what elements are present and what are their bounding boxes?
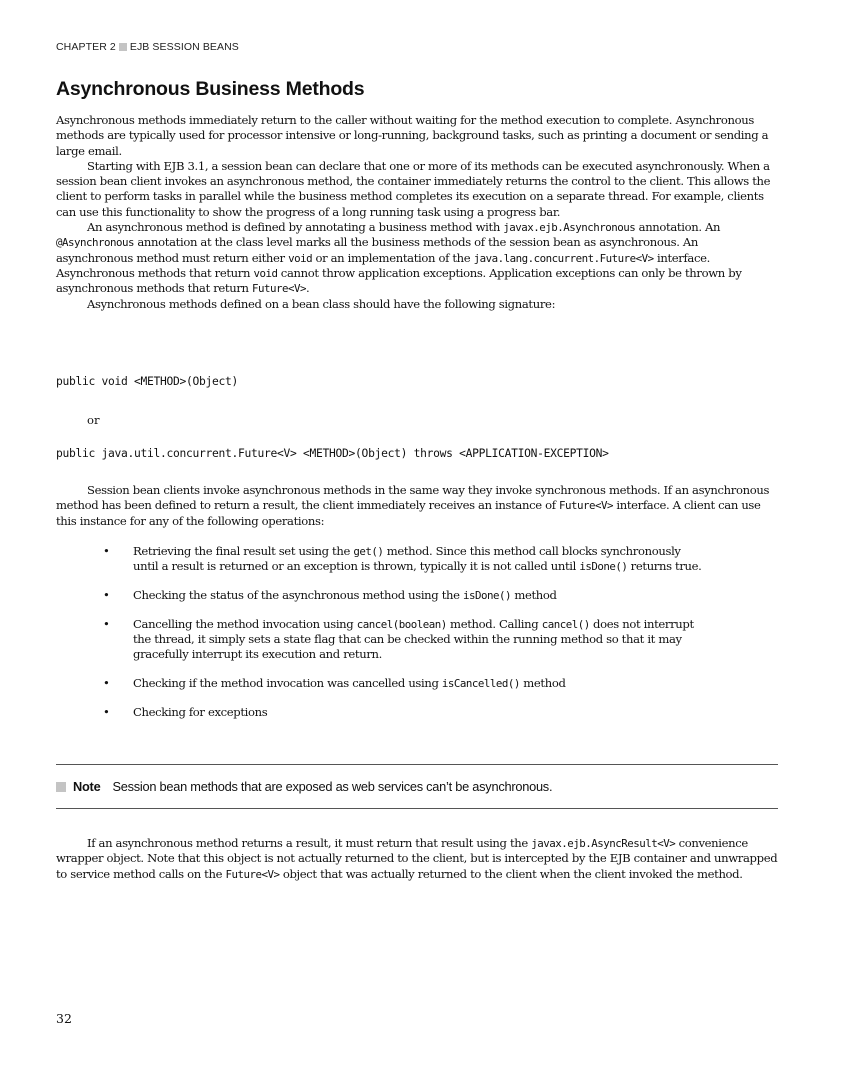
section-title: Asynchronous Business Methods: [56, 78, 365, 100]
intro-text: [56, 113, 778, 312]
list-item: • Retrieving the final result set using the get() method. Since this method call blocks synchronously until a result is returned or an exception is thrown, typically it is not called until isDone() returns true.: [103, 544, 702, 574]
note-label: Note: [73, 779, 101, 794]
note-text: Session bean methods that are exposed as web services can’t be asynchronous.: [112, 779, 553, 794]
running-header: [56, 41, 239, 53]
note-rule-top: [56, 764, 778, 765]
bullet-icon: •: [103, 705, 110, 720]
section-label: EJB SESSION BEANS: [129, 41, 239, 53]
note-callout: [56, 779, 552, 794]
header-square-icon: [119, 43, 127, 51]
note-rule-bottom: [56, 808, 778, 809]
paragraph-asyncresult: If an asynchronous method returns a result, it must return that result using the javax.ejb.AsyncResult<V> convenience wrapper object. Note that this object is not actually returned to the client, but is intercepted by the EJB container and unwrapped to service method calls on the Future<V> object that was actually returned to the client when the client invoked the method.: [56, 836, 778, 881]
code-signature-future: public java.util.concurrent.Future<V> <METHOD>(Object) throws <APPLICATION-EXCEPTION>: [56, 447, 609, 460]
paragraph-ejb31: Starting with EJB 3.1, a session bean can declare that one or more of its methods can be executed asynchronously. When a session bean client invokes an asynchronous method, the container immediately returns the control to the client. This allows the client to perform tasks in parallel while the business method completes its execution on a separate thread. For example, clients can use this functionality to show the progress of a long running task using a progress bar.: [56, 158, 771, 219]
paragraph-signature-intro: Asynchronous methods defined on a bean class should have the following signature:: [87, 296, 556, 311]
note-square-icon: [56, 782, 66, 792]
page-number: 32: [56, 1011, 72, 1026]
list-item: • Cancelling the method invocation using cancel(boolean) method. Calling cancel() does not interrupt the thread, it simply sets a state flag that can be checked within the running method so that it may gracefully interrupt its execution and return.: [103, 616, 694, 662]
bullet-icon: •: [103, 676, 110, 691]
list-item: • Checking for exceptions: [103, 705, 268, 720]
paragraph-annotation: An asynchronous method is defined by annotating a business method with javax.ejb.Asynchronous annotation. An @Asynchronous annotation at the class level marks all the business methods of the session bean as asynchronous. An asynchronous method must return either void or an implementation of the java.lang.concurrent.Future<V> interface. Asynchronous methods that return void cannot throw application exceptions. Application exceptions can only be thrown by asynchronous methods that return Future<V>.: [56, 220, 742, 296]
or-label: or: [87, 413, 100, 427]
bullet-icon: •: [103, 544, 110, 558]
bullet-icon: •: [103, 588, 110, 603]
paragraph-clients: Session bean clients invoke asynchronous methods in the same way they invoke synchronous methods. If an asynchronous method has been defined to return a result, the client immediately receives an instance of Future<V> interface. A client can use this instance for any of the following operations:: [56, 483, 770, 528]
list-item: • Checking the status of the asynchronous method using the isDone() method: [103, 588, 557, 603]
list-item: • Checking if the method invocation was cancelled using isCancelled() method: [103, 676, 566, 691]
paragraph-intro: Asynchronous methods immediately return to the caller without waiting for the method execution to complete. Asynchronous methods are typically used for processor intensive or long-running, background tasks, such as printing a document or sending a large email.: [56, 113, 769, 158]
chapter-label: CHAPTER 2: [56, 41, 116, 53]
code-signature-void: public void <METHOD>(Object): [56, 375, 239, 388]
operations-list: [56, 544, 778, 734]
bullet-icon: •: [103, 616, 110, 631]
